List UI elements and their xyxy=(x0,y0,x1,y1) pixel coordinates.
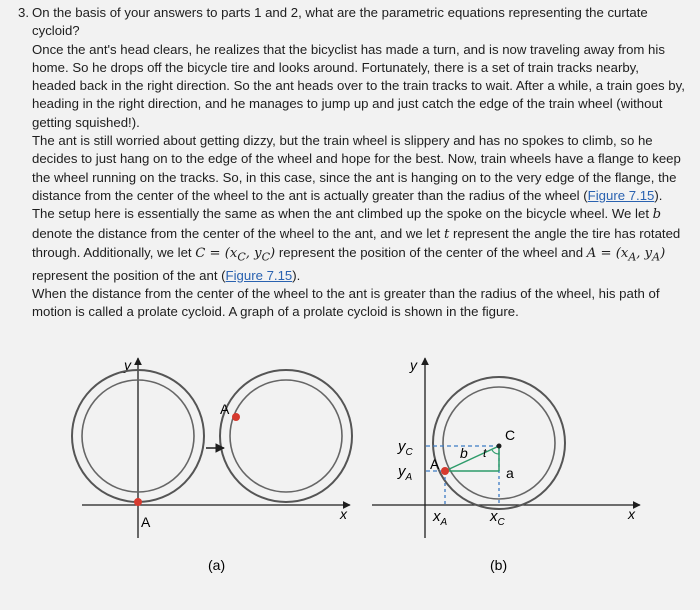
panel-a-ant-top-point xyxy=(232,413,240,421)
xc-sub: C xyxy=(497,517,505,528)
text-span: The ant is still worried about getting dizzy, but the train wheel is slippery and has no spokes to climb, so he decides to just hang on to the edge of the wheel and hope for the best. Now, train wheels have a flange to keep the wheel running on the tracks. So, in this case, since the ant is hanging on to the very edge of the flange, the distance from the center of the wheel to the ant is actually greater than the radius of the wheel ( xyxy=(32,133,681,203)
panel-b-label-xc xyxy=(489,508,506,528)
xa-sub: A xyxy=(440,517,448,528)
question-block xyxy=(18,4,686,322)
text-span: represent the position of the center of the wheel and xyxy=(275,244,587,260)
yc-sub: C xyxy=(405,447,413,458)
text-span: ). xyxy=(292,267,301,283)
question-number: 3. xyxy=(18,5,29,20)
panel-b-angle-t-arc xyxy=(492,450,499,454)
panel-b-radius-b xyxy=(445,446,499,471)
math-A-sub2: A xyxy=(652,250,661,264)
panel-b-label-t: t xyxy=(483,446,487,460)
panel-b-label-b: b xyxy=(460,445,468,461)
question-intro xyxy=(18,4,686,41)
yc-main: y xyxy=(398,438,406,455)
text-span: ). The setup here is essentially the same as when the ant climbed up the spoke on the bicycle wheel. We let xyxy=(32,187,663,222)
math-C-part: C = (x xyxy=(195,245,238,261)
paragraph-2 xyxy=(18,132,686,285)
math-A-close: ) xyxy=(660,245,666,261)
math-C xyxy=(195,245,276,264)
panel-b-label-ya xyxy=(397,463,413,483)
panel-a-label-A-bottom: A xyxy=(141,514,151,530)
text-span: denote the distance from the center of the wheel to the ant, and we let xyxy=(32,225,445,241)
panel-a-y-label: y xyxy=(124,357,131,373)
figure-7-15 xyxy=(58,338,658,600)
paragraph-3: When the distance from the center of the wheel to the ant is greater than the radius of the wheel, his path of motion is called a prolate cycloid. A graph of a prolate cycloid is shown in the figure. xyxy=(32,286,660,320)
math-C-sep: , y xyxy=(245,245,262,261)
panel-a-wheel-right-inner xyxy=(230,380,342,492)
text-span: represent the angle the tire has rotated through. Additionally, we let xyxy=(32,225,681,260)
ya-main: y xyxy=(398,463,406,480)
panel-b-caption: (b) xyxy=(490,557,508,573)
panel-a xyxy=(72,357,352,573)
panel-a-caption: (a) xyxy=(208,557,226,573)
panel-b-center-point xyxy=(497,444,502,449)
math-A-part: A = (x xyxy=(586,245,629,261)
xa-main: x xyxy=(433,508,441,525)
math-A xyxy=(586,245,666,264)
var-b: b xyxy=(652,207,662,223)
var-t: t xyxy=(444,226,450,242)
panel-b-label-a: a xyxy=(506,465,514,481)
panel-a-wheel-right-outer xyxy=(220,370,352,502)
math-A-sub1: A xyxy=(628,250,637,264)
panel-b xyxy=(372,357,640,573)
panel-b-label-xa xyxy=(432,508,448,528)
question-text: On the basis of your answers to parts 1 and 2, what are the parametric equations representing the curtate cycloid? xyxy=(32,5,648,39)
math-C-sub2: C xyxy=(261,250,271,264)
figure-svg xyxy=(58,338,658,600)
panel-b-ant-point xyxy=(441,467,449,475)
paragraph-1: Once the ant's head clears, he realizes that the bicyclist has made a turn, and is now traveling away from his home. So he drops off the bicycle tire and looks around. Fortunately, there is a set of train tracks nearby, headed back in the right direction. So the ant heads over to the train tracks to wait. After a while, a train goes by, heading in the right direction, and he manages to jump up and just catch the edge of the train wheel (without getting squished!). xyxy=(32,41,685,130)
figure-7-15-link-1[interactable]: Figure 7.15 xyxy=(587,187,655,203)
math-C-close: ) xyxy=(270,245,276,261)
xc-main: x xyxy=(490,508,498,525)
math-C-sub1: C xyxy=(237,250,246,264)
panel-b-label-A: A xyxy=(430,456,440,472)
panel-a-label-A-top: A xyxy=(220,401,230,417)
panel-a-x-label: x xyxy=(340,506,347,522)
panel-b-label-C: C xyxy=(505,427,516,443)
math-A-sep: , y xyxy=(636,245,653,261)
figure-7-15-link-2[interactable]: Figure 7.15 xyxy=(225,267,293,283)
text-span: represent the position of the ant ( xyxy=(32,267,226,283)
panel-b-x-label: x xyxy=(628,506,635,522)
panel-b-y-label: y xyxy=(410,357,417,373)
panel-b-label-yc xyxy=(397,438,414,458)
panel-a-ant-bottom-point xyxy=(134,498,142,506)
ya-sub: A xyxy=(405,472,413,483)
